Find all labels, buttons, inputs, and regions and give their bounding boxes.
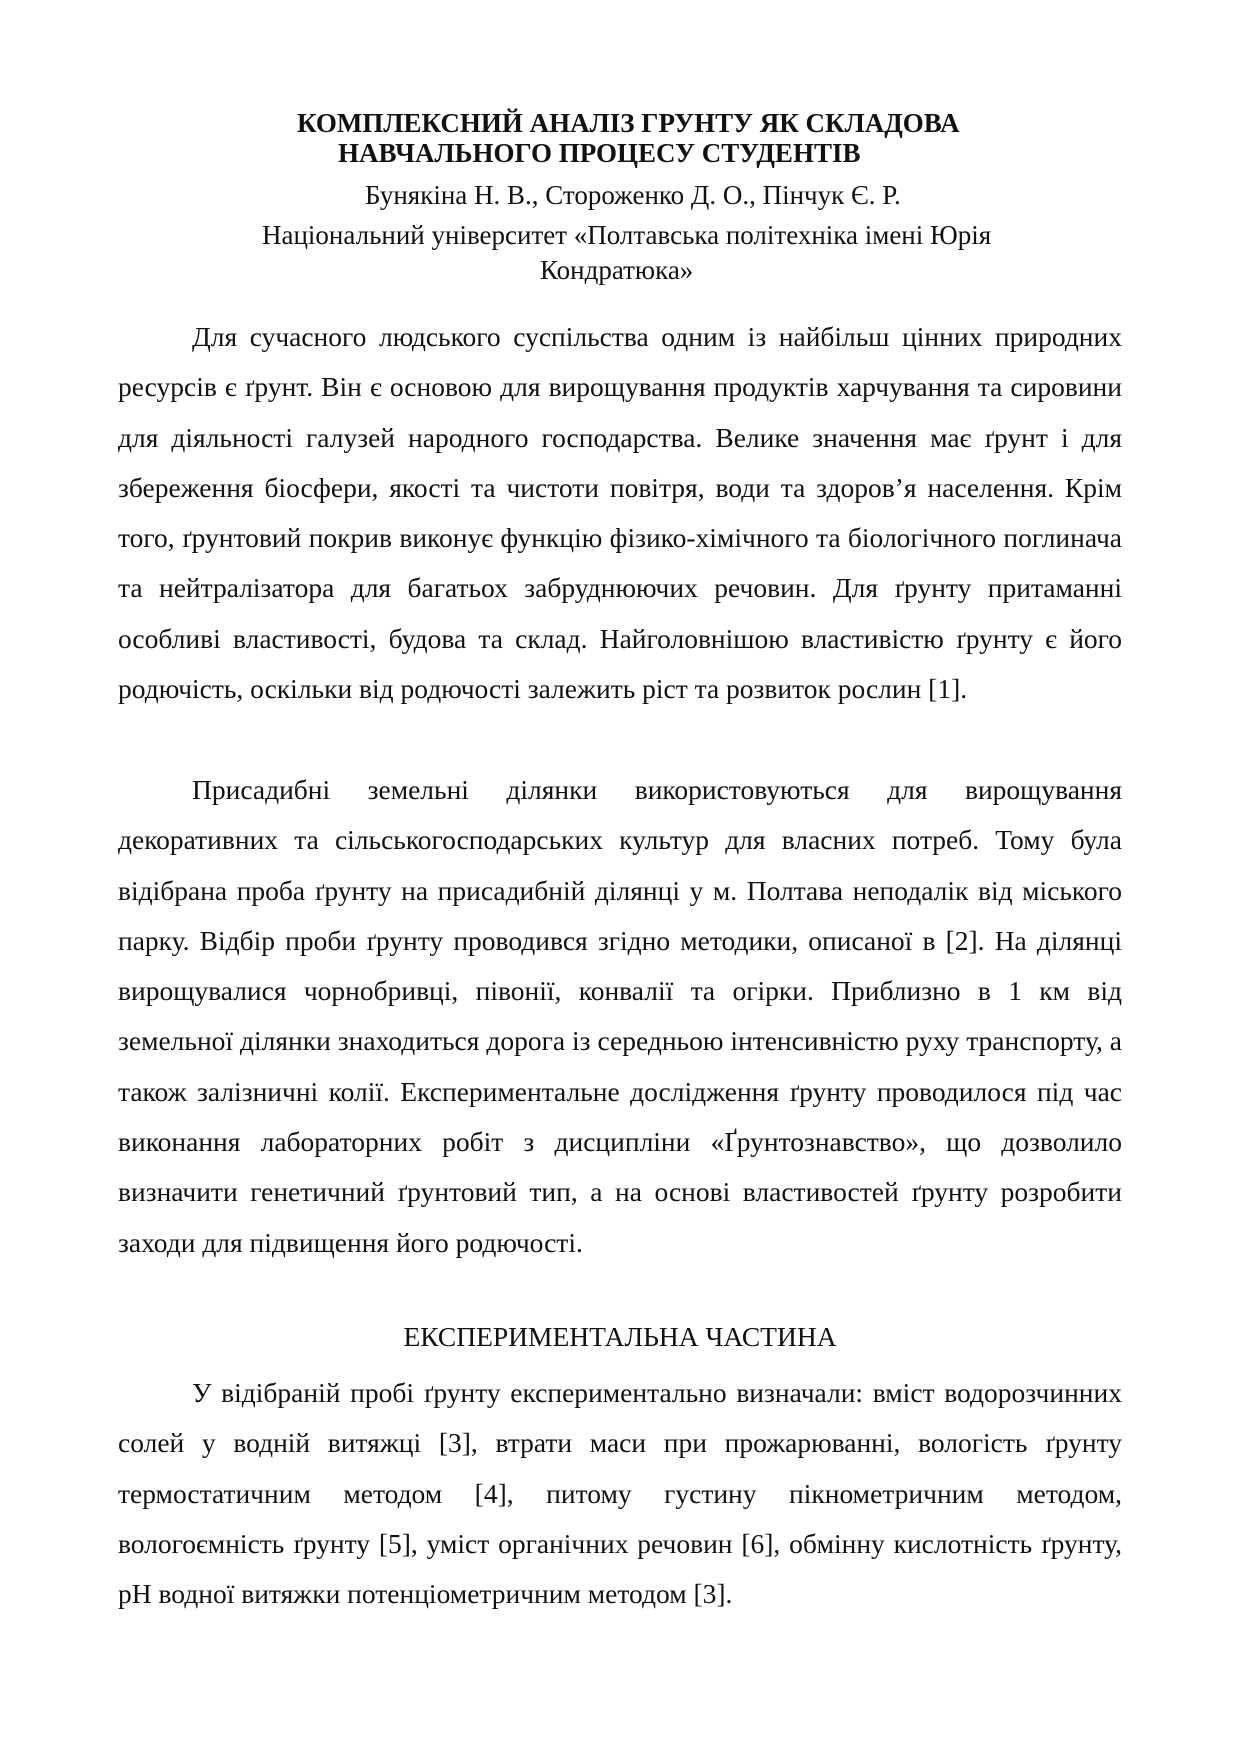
paragraph-sampling: Присадибні земельні ділянки використовуються для вирощування декоративних та сільськогосподарських культур для власних потреб. Тому була відібрана проба ґрунту на присадибній ділянці у м. Полтава неподалік від міського парку. Відбір проби ґрунту проводився згідно методики, описаної в [2]. На ділянці вирощувалися чорнобривці, півонії, конвалії та огірки. Приблизно в 1 км від земельної ділянки знаходиться дорога із середньою інтенсивністю руху транспорту, а також залізничні колії. Експериментальне дослідження ґрунту проводилося під час виконання лабораторних робіт з дисципліни «Ґрунтознавство», що дозволило визначити генетичний ґрунтовий тип, а на основі властивостей ґрунту розробити заходи для підвищення його родючості. — [118, 774, 1122, 1258]
paper-title-line-1: КОМПЛЕКСНИЙ АНАЛІЗ ГРУНТУ ЯК СКЛАДОВА — [297, 108, 960, 138]
paper-title-line-2: НАВЧАЛЬНОГО ПРОЦЕСУ СТУДЕНТІВ — [338, 138, 861, 168]
affiliation-line-2: Кондратюка» — [540, 255, 694, 285]
paragraph-methods: У відібраній пробі ґрунту експериментально визначали: вміст водорозчинних солей у водній витяжці [3], втрати маси при прожарюванні, вологість ґрунту термостатичним методом [4], питому густину пікнометричним методом, вологоємність ґрунту [5], уміст органічних речовин [6], обмінну кислотність ґрунту, pH водної витяжки потенціометричним методом [3]. — [118, 1377, 1122, 1610]
section-heading-experimental: ЕКСПЕРИМЕНТАЛЬНА ЧАСТИНА — [403, 1321, 837, 1352]
paragraph-intro: Для сучасного людського суспільства одним із найбільш цінних природних ресурсів є ґрунт. Він є основою для вирощування продуктів харчування та сировини для діяльності галузей народного господарства. Велике значення має ґрунт і для збереження біосфери, якості та чистоти повітря, води та здоров’я населення. Крім того, ґрунтовий покрив виконує функцію фізико-хімічного та біологічного поглинача та нейтралізатора для багатьох забруднюючих речовин. Для ґрунту притаманні особливі властивості, будова та склад. Найголовнішою властивістю ґрунту є його родючість, оскільки від родючості залежить ріст та розвиток рослин [1]. — [118, 321, 1122, 705]
affiliation-line-1: Національний університет «Полтавська політехніка імені Юрія — [262, 220, 992, 250]
authors: Бунякіна Н. В., Стороженко Д. О., Пінчук Є. Р. — [365, 180, 901, 210]
